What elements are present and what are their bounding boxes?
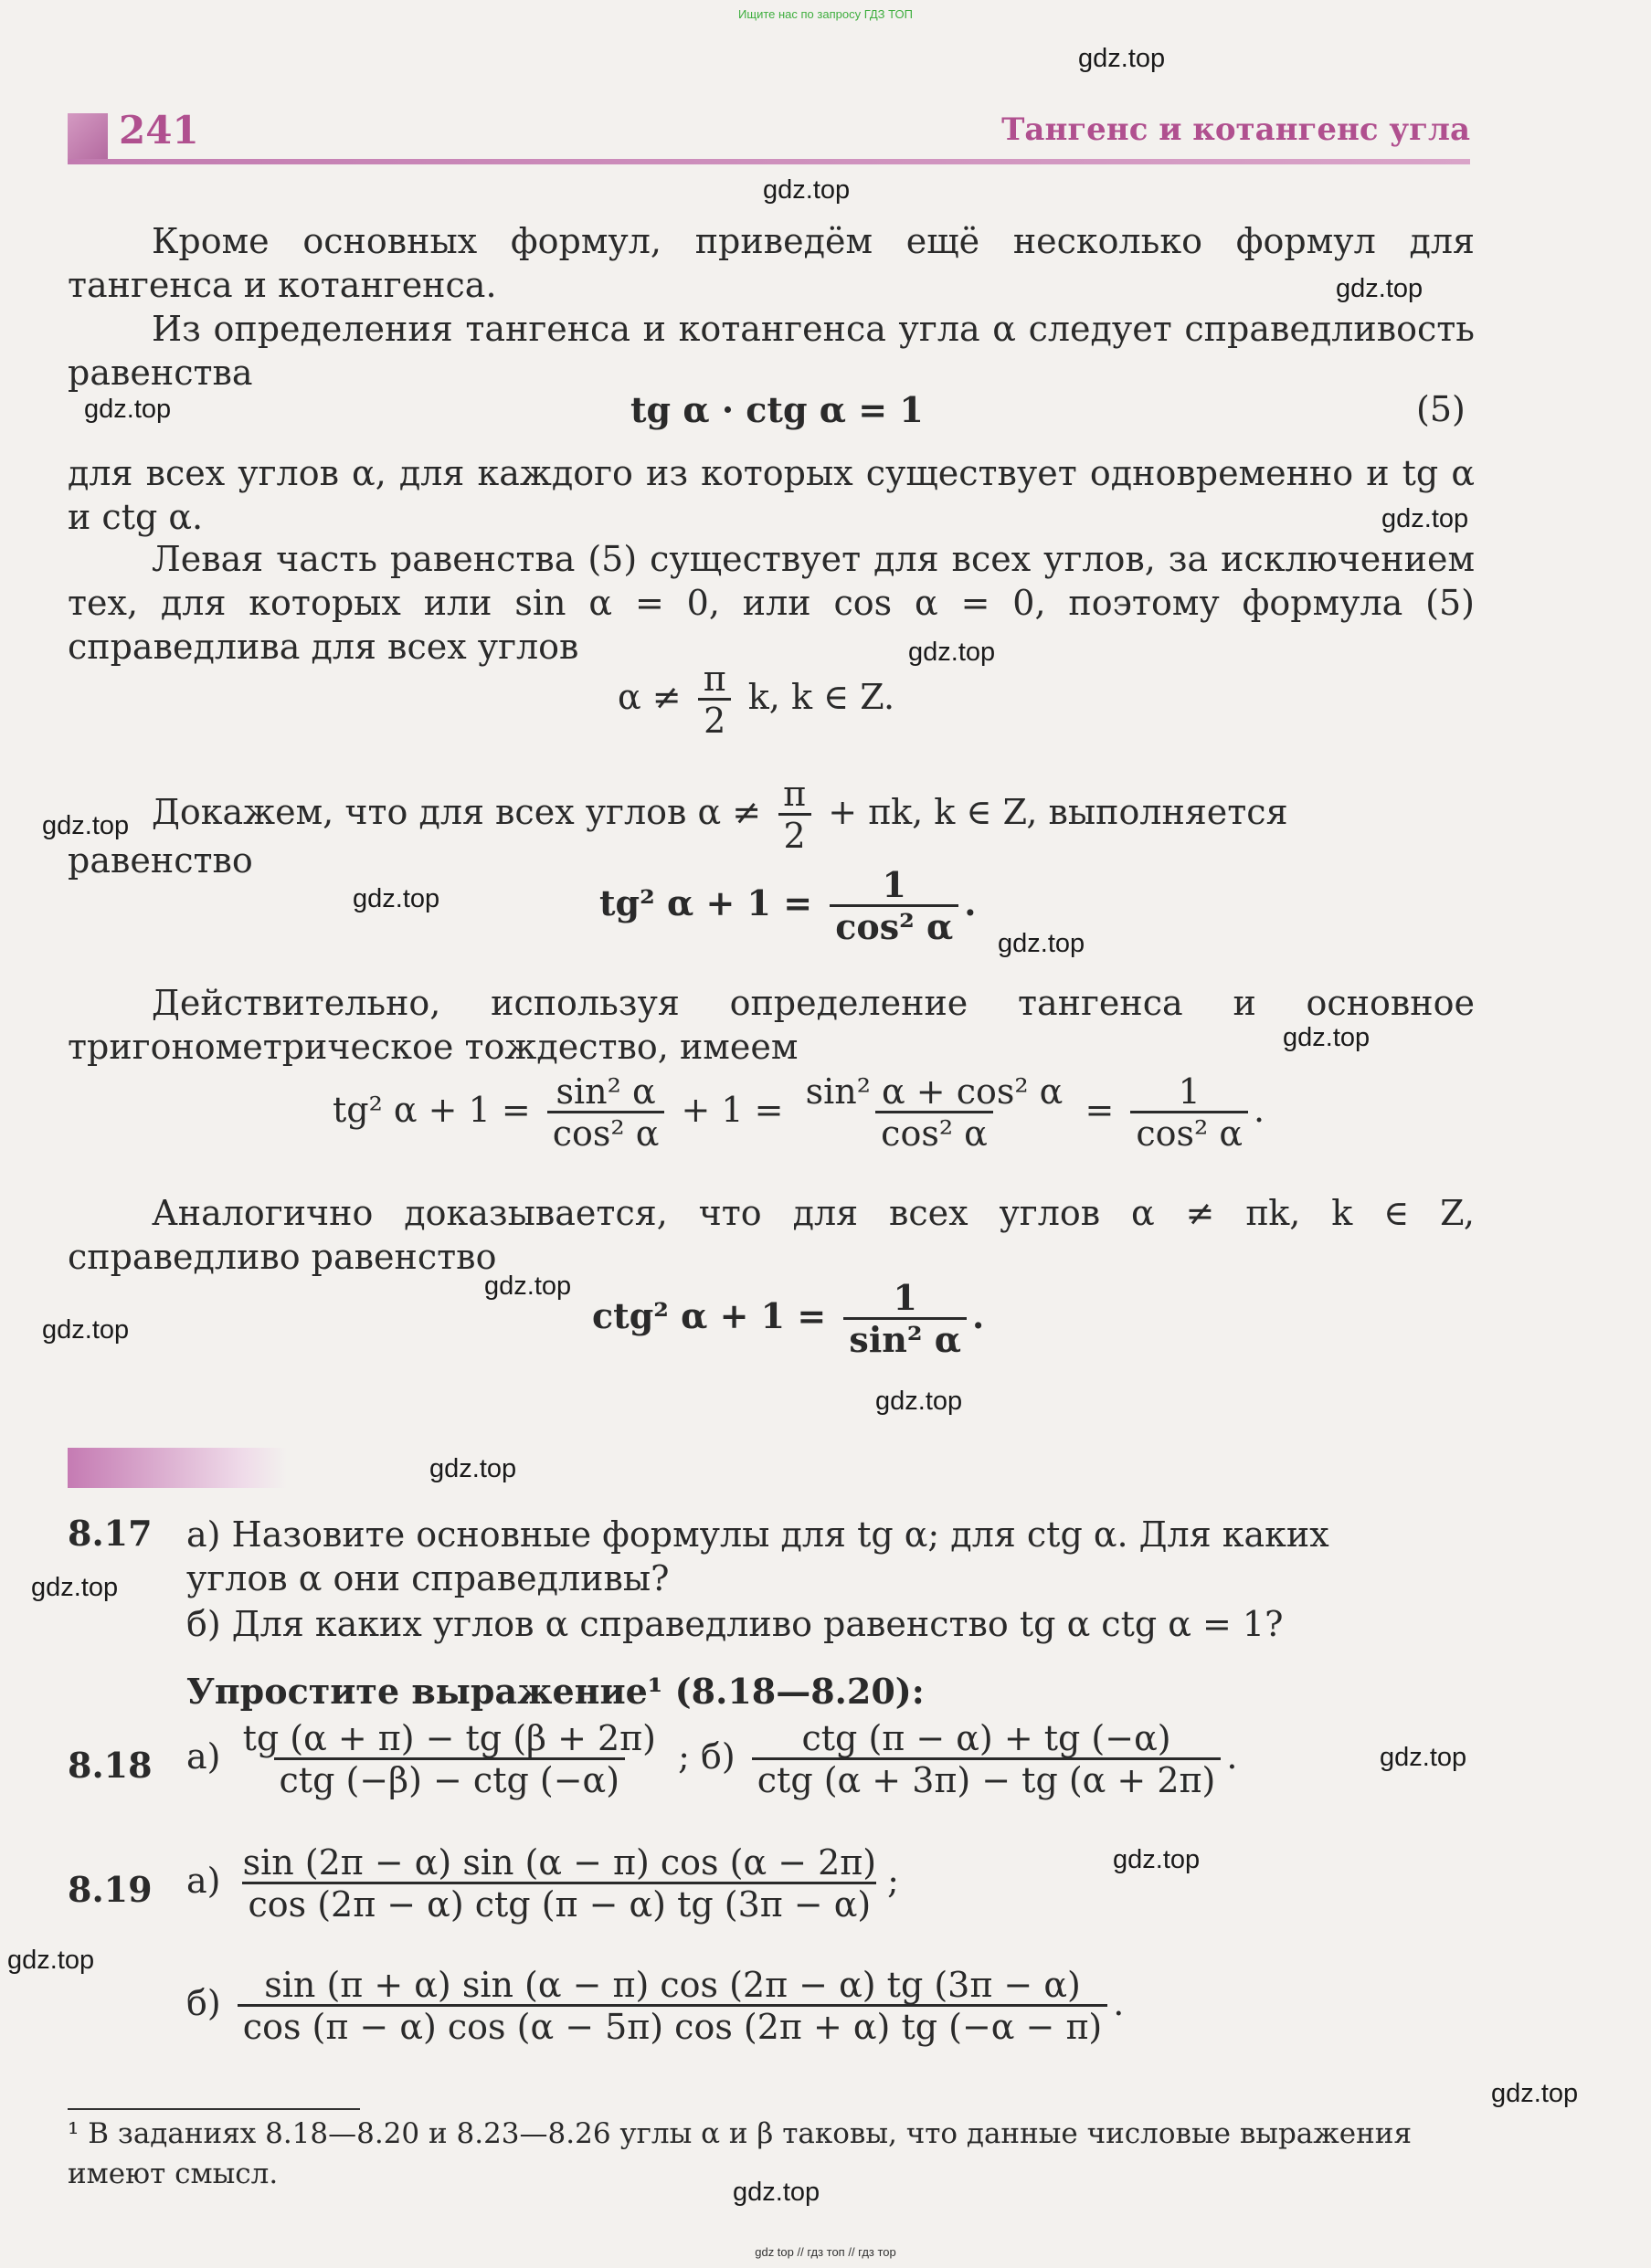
part-b-label: б): [186, 1983, 221, 2023]
exercise-8-19-b: б) $\frac{\sin (\pi + \alpha) \sin (\alpha - \pi) \cos (2\pi - \alpha) tg (3\pi - \alpha)}{\cos (\pi - \alpha) \cos (\alpha - 5\pi) \cos (2\pi + \alpha) tg (-\alpha - \pi)}$ .: [186, 1965, 1125, 2047]
watermark: gdz.top: [7, 1946, 95, 1975]
fraction-denominator: cos² α: [875, 1111, 993, 1154]
condition-formula: [618, 659, 894, 741]
equals-sign: =: [1085, 1090, 1115, 1130]
exercise-8-17-a-line-2: углов α они справедливы?: [186, 1558, 670, 1598]
exercise-number: 8.18: [68, 1745, 153, 1786]
watermark: gdz.top: [484, 1271, 572, 1301]
watermark: gdz.top: [1381, 504, 1469, 533]
watermark: gdz.top: [31, 1573, 119, 1602]
fraction-numerator: 1: [882, 864, 906, 905]
part-a-label: а): [186, 1736, 221, 1777]
watermark: gdz.top: [42, 811, 130, 840]
fraction-2: [800, 1072, 1069, 1154]
exercise-fraction: [238, 1719, 661, 1800]
section-bar: [68, 1448, 287, 1488]
fraction-denominator: cos² α: [547, 1111, 665, 1154]
equation-middle: + 1 =: [681, 1090, 784, 1130]
fraction-3: [1130, 1072, 1248, 1154]
page-title: Тангенс и котангенс угла: [1001, 111, 1470, 148]
simplify-instruction: Упростите выражение¹ (8.18—8.20):: [186, 1671, 925, 1712]
watermark: gdz.top: [353, 884, 440, 913]
exercise-number: 8.17: [68, 1513, 153, 1554]
equation-fraction: [830, 866, 958, 947]
exercise-fraction: [752, 1719, 1222, 1800]
fraction-denominator: cos² α: [830, 904, 958, 947]
watermark: gdz.top: [1336, 274, 1423, 303]
fraction-numerator: sin² α: [556, 1071, 656, 1112]
equation-5-label: (5): [1416, 389, 1466, 429]
paragraph-1: Кроме основных формул, приведём ещё несколько формул для тангенса и котангенса.: [68, 221, 1475, 305]
watermark: gdz.top: [429, 1454, 517, 1483]
fraction-numerator: tg (α + π) − tg (β + 2π): [242, 1718, 656, 1758]
equation-fraction: [843, 1279, 967, 1360]
watermark: gdz.top: [763, 175, 851, 205]
condition-right: k, k ∈ Z.: [747, 677, 895, 717]
pi-over-2-fraction: [778, 775, 811, 856]
watermark: gdz.top: [998, 929, 1085, 958]
exercise-number: 8.19: [68, 1869, 153, 1910]
watermark: gdz.top: [908, 638, 996, 667]
fraction-denominator: sin² α: [843, 1317, 967, 1360]
fraction-numerator: sin (2π − α) sin (α − π) cos (α − 2π): [242, 1842, 877, 1883]
part-a-label: а): [186, 1861, 221, 1901]
fraction-denominator: 2: [778, 813, 811, 856]
paragraph-7: Аналогично доказывается, что для всех углов α ≠ πk, k ∈ Z, справедливо равенство: [68, 1193, 1475, 1277]
paragraph-6: Действительно, используя определение тангенса и основное тригонометрическое тождество, имеем: [68, 983, 1475, 1067]
paragraph-2: Из определения тангенса и котангенса угла α следует справедливость равенства: [68, 309, 1475, 393]
bottom-banner[interactable]: gdz top // гдз топ // гдз тор: [755, 2245, 896, 2259]
fraction-denominator: 2: [698, 698, 731, 741]
exercise-fraction: [238, 1966, 1107, 2047]
fraction-numerator: π: [783, 774, 807, 814]
equation-5: tg α · ctg α = 1: [630, 389, 924, 430]
fraction-numerator: 1: [893, 1277, 917, 1318]
paragraph-3: для всех углов α, для каждого из которых существует одновременно и tg α и ctg α.: [68, 453, 1475, 537]
fraction-numerator: π: [703, 659, 726, 699]
equation-left: tg² α + 1 =: [599, 882, 813, 923]
watermark: gdz.top: [1113, 1845, 1201, 1874]
exercise-fraction: [238, 1843, 883, 1925]
fraction-numerator: ctg (π − α) + tg (−α): [801, 1718, 1171, 1758]
watermark: gdz.top: [84, 395, 172, 424]
watermark: gdz.top: [1380, 1743, 1467, 1772]
equation-tg-identity: tg² α + 1 = $\frac{1}{\text{cos² α}}$ .: [599, 864, 977, 947]
header-divider: [68, 159, 1470, 164]
fraction-denominator: ctg (−β) − ctg (−α): [274, 1757, 626, 1800]
fraction-1: [547, 1072, 665, 1154]
page-number: 241: [119, 108, 199, 153]
equation-left: ctg² α + 1 =: [592, 1295, 827, 1336]
equation-left: tg² α + 1 =: [333, 1090, 531, 1130]
watermark: gdz.top: [875, 1387, 963, 1416]
watermark: gdz.top: [42, 1315, 130, 1345]
equation-ctg-identity: ctg² α + 1 = $\frac{1}{\text{sin² α}}$ .: [592, 1277, 985, 1360]
top-banner[interactable]: Ищите нас по запросу ГДЗ ТОП: [738, 7, 913, 21]
equation-derivation: tg² α + 1 = $\frac{\text{sin² α}}{\text{cos² α}}$ + 1 = $\frac{\text{sin² α + cos² α}}{\text{cos² α}}$ = $\frac{1}{\text{cos² α}}$ .: [333, 1071, 1265, 1154]
watermark: gdz.top: [1078, 44, 1166, 73]
header-decoration: [68, 113, 108, 159]
watermark: gdz.top: [1491, 2079, 1579, 2108]
part-b-label: ; б): [678, 1736, 736, 1777]
exercise-8-19-a: а) $\frac{\sin (2\pi - \alpha) \sin (\alpha - \pi) \cos (\alpha - 2\pi)}{\text{cos (2π − α) ctg (π − α) tg (3π − α)}}$ ;: [186, 1842, 899, 1925]
watermark: gdz.top: [1283, 1023, 1371, 1052]
fraction-denominator: cos (π − α) cos (α − 5π) cos (2π + α) tg (−α − π): [238, 2004, 1107, 2047]
exercise-8-17-b: б) Для каких углов α справедливо равенство tg α ctg α = 1?: [186, 1604, 1284, 1644]
fraction-numerator: sin (π + α) sin (α − π) cos (2π − α) tg (3π − α): [264, 1965, 1081, 2005]
watermark: gdz.top: [733, 2178, 820, 2207]
paragraph-5-line-1: [152, 775, 1288, 856]
p5-start: Докажем, что для всех углов α ≠: [152, 792, 762, 832]
pi-over-2-fraction: [698, 659, 732, 741]
p5-end: + πk, k ∈ Z, выполняется: [828, 792, 1288, 832]
fraction-denominator: cos (2π − α) ctg (π − α) tg (3π − α): [242, 1882, 876, 1925]
fraction-denominator: ctg (α + 3π) − tg (α + 2π): [752, 1757, 1222, 1800]
paragraph-5-line-2: равенство: [68, 840, 253, 881]
exercise-8-17-a-line-1: а) Назовите основные формулы для tg α; для ctg α. Для каких: [186, 1514, 1329, 1555]
exercise-8-18: а) $\frac{tg (\alpha + \pi) - tg (\beta + 2\pi)}{\text{ctg (−β) − ctg (−α)}}$ ; б) $\frac{\text{ctg (π − α) + tg (−α)}}{\text{ctg (α + 3π) − tg (α + 2π)}}$ .: [186, 1718, 1238, 1800]
fraction-numerator: 1: [1178, 1071, 1201, 1112]
fraction-denominator: cos² α: [1130, 1111, 1248, 1154]
fraction-numerator: sin² α + cos² α: [805, 1071, 1064, 1112]
paragraph-4: Левая часть равенства (5) существует для всех углов, за исключением тех, для которых или sin α = 0, или cos α = 0, поэтому формула (5) справедлива для всех углов: [68, 539, 1475, 667]
footnote: ¹ В заданиях 8.18—8.20 и 8.23—8.26 углы α и β таковы, что данные числовые выражения имеют смысл.: [68, 2117, 1413, 2190]
footnote-divider: [68, 2108, 360, 2110]
condition-left: α ≠: [618, 677, 682, 717]
